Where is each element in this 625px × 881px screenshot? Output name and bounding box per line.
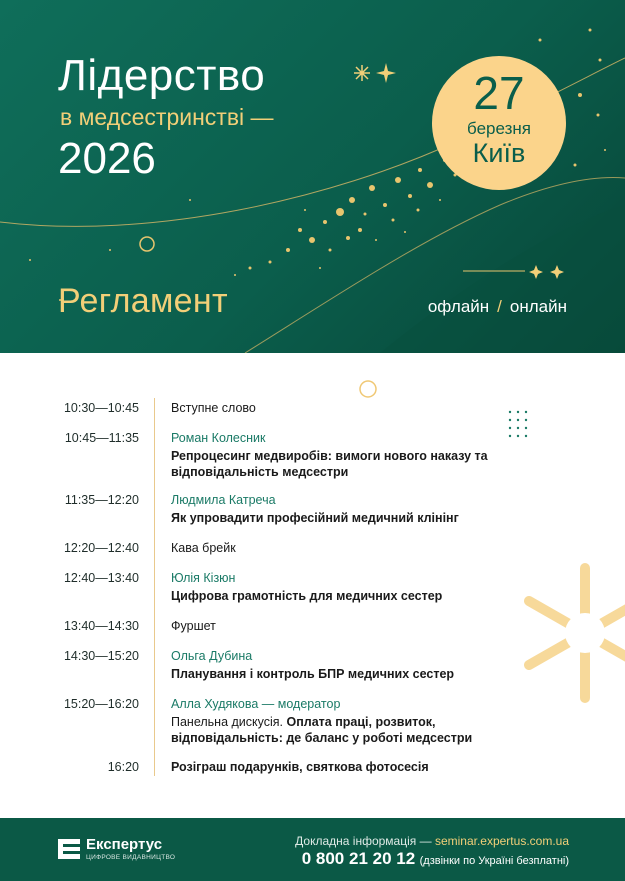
phone-note: (дзвінки по Україні безплатні) bbox=[419, 855, 569, 867]
schedule-time: 10:30—10:45 bbox=[63, 401, 139, 415]
info-line bbox=[295, 835, 569, 847]
schedule-time: 13:40—14:30 bbox=[63, 619, 139, 633]
format-online: онлайн bbox=[509, 297, 567, 316]
schedule-time: 15:20—16:20 bbox=[63, 697, 139, 711]
talk-title: Репроцесинг медвиробів: вимоги нового наказу та відповідальність медсестри bbox=[171, 449, 488, 479]
panel-description bbox=[171, 714, 501, 746]
talk-title: Оплата праці, розвиток, відповідальність: де баланс у роботі медсестри bbox=[171, 715, 473, 745]
dot-grid-icon bbox=[509, 411, 527, 437]
event-title-year: 2026 bbox=[58, 134, 156, 183]
event-title-line1: Лідерство bbox=[58, 51, 266, 100]
schedule-time: 16:20 bbox=[107, 760, 139, 774]
speaker-name: Юлія Кізюн bbox=[171, 571, 236, 585]
schedule-divider bbox=[154, 398, 155, 776]
schedule-time: 12:20—12:40 bbox=[63, 541, 139, 555]
expertus-logo-icon bbox=[58, 839, 80, 859]
speaker-name: Людмила Катреча bbox=[171, 493, 276, 507]
schedule-text: Розіграш подарунків, святкова фотосесія bbox=[171, 760, 429, 774]
talk-title: Як упровадити професійний медичний клінінг bbox=[171, 511, 459, 525]
ring-icon bbox=[140, 237, 154, 251]
event-title-line2: в медсестринстві — bbox=[60, 104, 274, 130]
header-banner bbox=[0, 0, 625, 353]
phone-number[interactable]: 0 800 21 20 12 bbox=[301, 849, 416, 868]
talk-title: Цифрова грамотність для медичних сестер bbox=[171, 589, 443, 603]
phone-line bbox=[302, 850, 569, 868]
schedule-time: 12:40—13:40 bbox=[63, 571, 139, 585]
schedule-time: 10:45—11:35 bbox=[64, 431, 139, 445]
ring-icon-body bbox=[360, 381, 376, 397]
sparkle-icon bbox=[376, 63, 396, 83]
date-city: Київ bbox=[472, 138, 526, 168]
schedule-text: Фуршет bbox=[171, 619, 216, 633]
date-badge bbox=[432, 56, 566, 190]
speaker-name: Роман Колесник bbox=[171, 431, 266, 445]
talk-prefix: Панельна дискусія. bbox=[171, 715, 287, 729]
schedule-time: 14:30—15:20 bbox=[63, 649, 139, 663]
logo-subtitle: ЦИФРОВЕ ВИДАВНИЦТВО bbox=[86, 854, 176, 861]
schedule-text: Вступне слово bbox=[171, 401, 256, 415]
talk-title: Планування і контроль БПР медичних сестер bbox=[171, 667, 455, 681]
schedule-text: Кава брейк bbox=[171, 541, 236, 555]
schedule-time: 11:35—12:20 bbox=[64, 493, 139, 507]
star-cluster-icon bbox=[354, 65, 370, 81]
format-separator: / bbox=[497, 297, 502, 316]
date-month: березня bbox=[467, 119, 531, 138]
info-label: Докладна інформація — bbox=[295, 834, 435, 848]
format-offline: офлайн bbox=[427, 297, 490, 316]
section-title: Регламент bbox=[58, 282, 228, 320]
speaker-name: Ольга Дубина bbox=[171, 649, 253, 663]
speaker-name: Алла Худякова — модератор bbox=[171, 697, 341, 711]
event-format bbox=[428, 298, 567, 315]
logo-name: Експертус bbox=[86, 836, 163, 853]
date-day: 27 bbox=[473, 67, 525, 119]
info-url-link[interactable]: seminar.expertus.com.ua bbox=[434, 834, 569, 848]
footer bbox=[0, 818, 625, 881]
